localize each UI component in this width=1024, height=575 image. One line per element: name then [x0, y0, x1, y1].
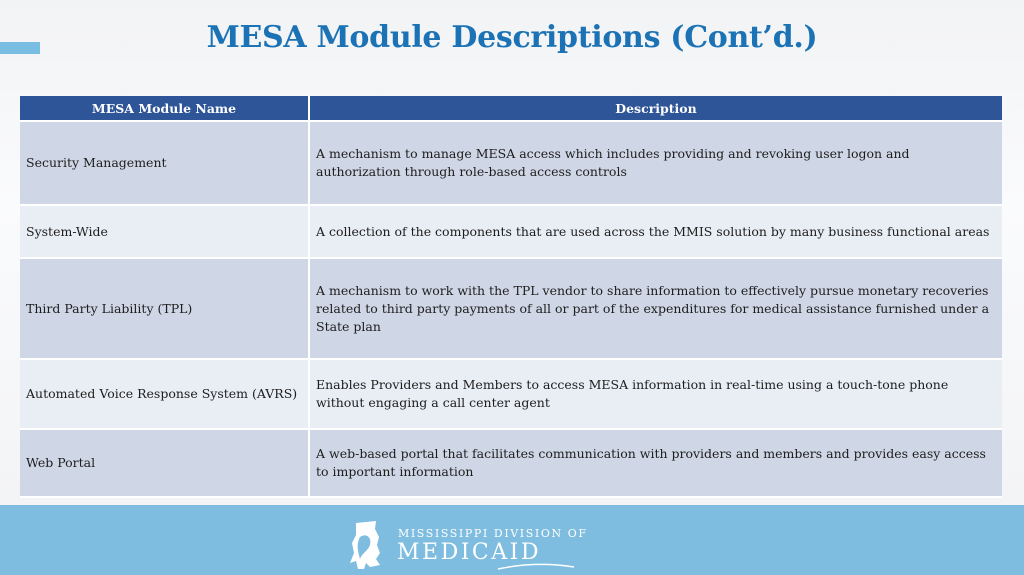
- logo-main-text: MEDICAID: [397, 540, 541, 565]
- module-name-cell: Web Portal: [20, 429, 309, 497]
- medicaid-logo: [346, 519, 586, 571]
- page-title: MESA Module Descriptions (Cont’d.): [206, 20, 818, 55]
- description-cell: Enables Providers and Members to access MESA information in real-time using a touch-tone phone without engaging a call center agent: [309, 359, 1002, 429]
- module-name-cell: Automated Voice Response System (AVRS): [20, 359, 309, 429]
- table-row: [20, 429, 1002, 497]
- module-name-cell: System-Wide: [20, 205, 309, 258]
- module-name-cell: Third Party Liability (TPL): [20, 258, 309, 359]
- column-header-description: Description: [309, 96, 1002, 121]
- table-header-row: [20, 96, 1002, 121]
- logo-top-text: MISSISSIPPI DIVISION OF: [398, 527, 588, 540]
- table-row: [20, 205, 1002, 258]
- description-cell: A web-based portal that facilitates communication with providers and members and provides easy access to important information: [309, 429, 1002, 497]
- description-cell: A collection of the components that are used across the MMIS solution by many business functional areas: [309, 205, 1002, 258]
- table-row: [20, 258, 1002, 359]
- module-name-cell: Security Management: [20, 121, 309, 205]
- description-cell: A mechanism to work with the TPL vendor to share information to effectively pursue monetary recoveries related to third party payments of all or part of the expenditures for medical assistance furnished under a State plan: [309, 258, 1002, 359]
- state-silhouette-icon: [346, 519, 390, 571]
- table-row: [20, 359, 1002, 429]
- column-header-module-name: MESA Module Name: [20, 96, 309, 121]
- table-row: [20, 121, 1002, 205]
- logo-swoosh-icon: [496, 563, 576, 571]
- module-table: [20, 96, 1002, 498]
- description-cell: A mechanism to manage MESA access which includes providing and revoking user logon and authorization through role-based access controls: [309, 121, 1002, 205]
